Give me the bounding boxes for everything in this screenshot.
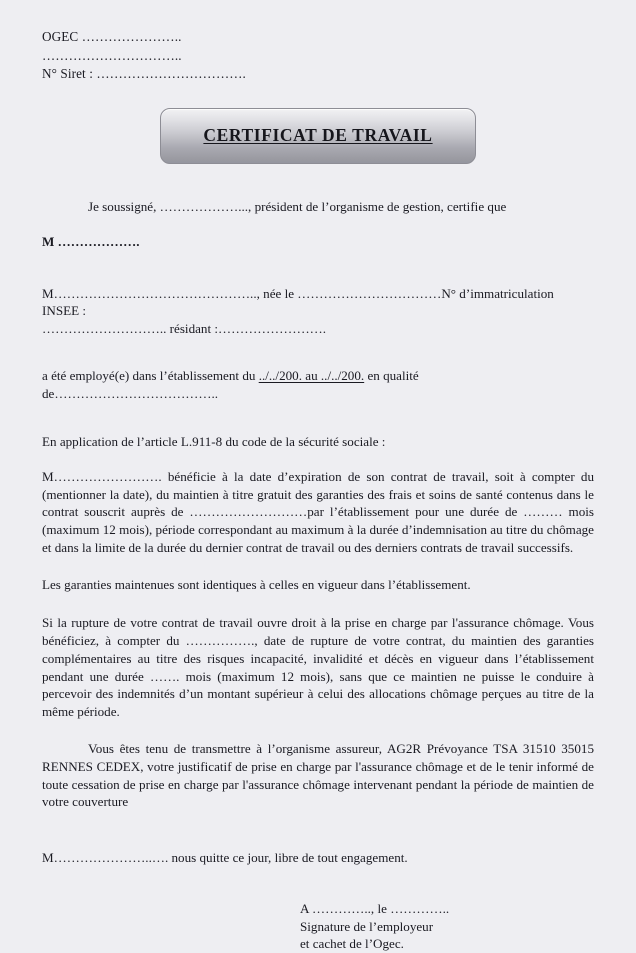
- spacer: [42, 556, 594, 576]
- article-reference-line: En application de l’article L.911-8 du code de la sécurité sociale :: [42, 433, 386, 449]
- rupture-part-2: prise en charge par l'assurance chômage. Vous bénéficiez, à compter du ……………., date de rupture de votre contrat, du maintien des garanties complémentaires au titre des risques incapacité, invalidité et décès en vigueur dans l’établissement pendant une durée ……. mois (maximum 12 mois), sans que ce maintien ne puisse le conduire à percevoir des indemnités d’un montant supérieur à celui des allocations chômage perçues au titre de la même période.: [42, 614, 594, 719]
- signature-employer-line: Signature de l’employeur: [300, 918, 434, 934]
- rupture-part-la: la: [330, 615, 341, 630]
- identity-line-2: ……………………….. résidant :…………………….: [42, 320, 327, 336]
- title-plaque: [160, 108, 476, 164]
- spacer: [42, 251, 594, 285]
- paragraph-insurer: Vous êtes tenu de transmettre à l’organisme assureur, AG2R Prévoyance TSA 31510 35015 RENNES CEDEX, votre justificatif de prise en charge par l'assurance chômage et de le tenir informé de toute cessation de prise en charge par l'assurance chômage intervenant pendant la période de maintien de votre couverture: [42, 741, 594, 810]
- intro-undersigned-line: Je soussigné, ………………..., président de l’organisme de gestion, certifie que: [88, 198, 507, 214]
- document-title: CERTIFICAT DE TRAVAIL: [203, 125, 433, 145]
- spacer: [42, 337, 594, 367]
- paragraph-guarantees: Les garanties maintenues sont identiques à celles en vigueur dans l’établissement.: [42, 577, 471, 593]
- rupture-part-1: Si la rupture de votre contrat de travail ouvre droit à: [42, 614, 331, 630]
- spacer: [42, 215, 594, 233]
- signature-block: [300, 900, 594, 952]
- spacer: [42, 720, 594, 740]
- letterhead-block: [42, 28, 594, 84]
- employment-period-line: [42, 367, 594, 402]
- document-body: [42, 198, 594, 953]
- spacer: [42, 594, 594, 614]
- siret-line: N° Siret : …………………………….: [42, 66, 246, 81]
- spacer: [42, 403, 594, 433]
- employment-dates: ../../200. au ../../200.: [258, 368, 365, 384]
- intro-employee-name-line: M ……………….: [42, 234, 140, 250]
- signature-stamp-line: et cachet de l’Ogec.: [300, 936, 404, 952]
- spacer: [42, 450, 594, 468]
- employment-prefix: a été employé(e) dans l’établissement du: [42, 368, 259, 384]
- paragraph-portability: M……………………. bénéficie à la date d’expiration de son contrat de travail, soit à compter du (mentionner la date), du maintien à titre gratuit des garanties des frais et soins de santé contenus dans le contrat souscrit auprès de ………………………par l’établissement pour une durée de ……… mois (maximum 12 mois), période correspondant au maximum à la durée d’indemnisation au titre du chômage et dans la limite de la durée du dernier contrat de travail ou des derniers contrats de travail successifs.: [42, 469, 594, 555]
- spacer: [42, 811, 594, 849]
- identity-line-1: M……………………………………….., née le ……………………………N° d’immatriculation INSEE :: [42, 285, 554, 319]
- ogec-address-line: …………………………..: [42, 47, 182, 63]
- paragraph-rupture: [42, 614, 594, 721]
- document-title-container: [42, 108, 594, 164]
- paragraph-departure: M…………………..…. nous quitte ce jour, libre de tout engagement.: [42, 849, 408, 865]
- document-content: [42, 28, 594, 953]
- ogec-line: OGEC …………………..: [42, 29, 182, 44]
- signature-place-date-line: A ………….., le …………..: [300, 901, 450, 917]
- employment-suffix: en qualité de………………………………..: [42, 368, 419, 402]
